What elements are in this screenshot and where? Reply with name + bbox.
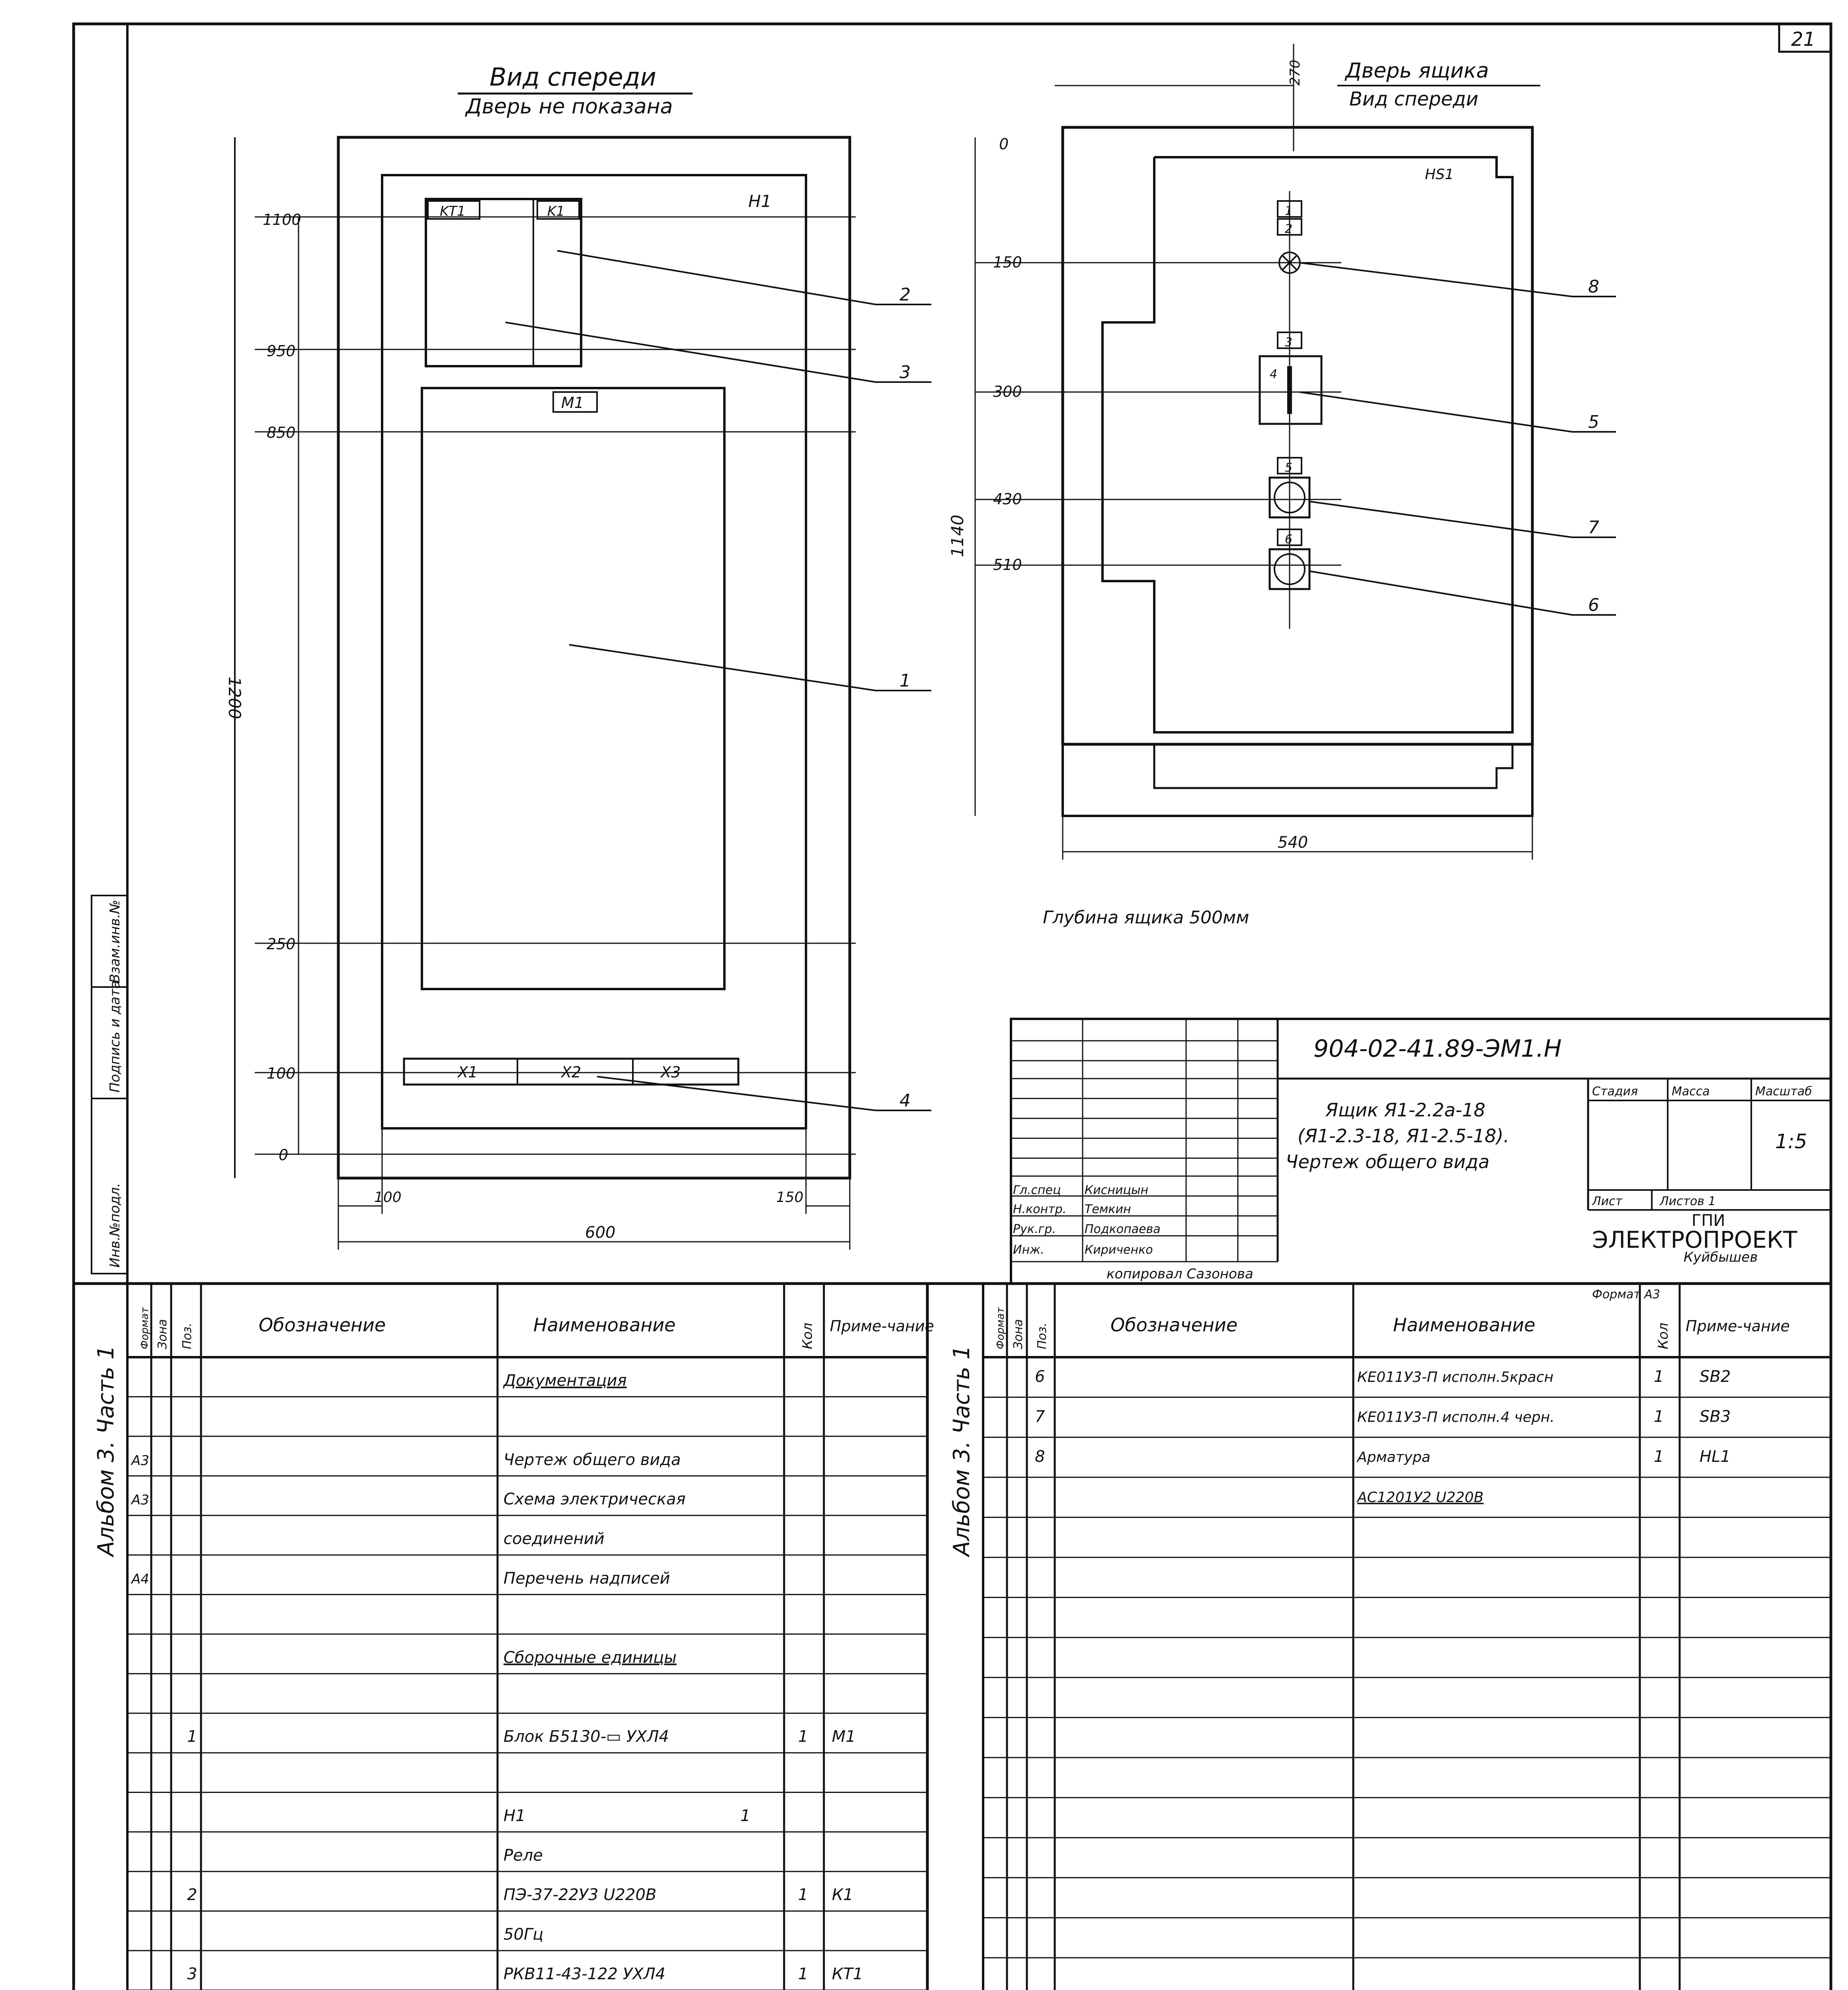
- tb-top-scale: 1:5: [1775, 1130, 1807, 1153]
- label-k1: K1: [547, 203, 565, 219]
- spec-left-name: Реле: [503, 1846, 543, 1865]
- label-x1: X1: [458, 1063, 478, 1081]
- spec-left-name: 50Гц: [503, 1925, 544, 1944]
- sign-date-label: Подпись и дата: [107, 980, 123, 1093]
- tb-top-name-s3: Подкопаева: [1085, 1222, 1161, 1236]
- level-100: 100: [267, 1065, 296, 1082]
- door-item-5: 5: [1285, 461, 1293, 475]
- label-x2: X2: [561, 1063, 582, 1081]
- level-850: 850: [267, 424, 296, 441]
- door-item-4: 4: [1270, 367, 1278, 381]
- hdr-format-r: Формат: [995, 1307, 1007, 1349]
- door-level-0: 0: [999, 135, 1009, 153]
- tb-top-role-2: Н.контр.: [1013, 1202, 1067, 1216]
- tb-top-copied: копировал Сазонова: [1106, 1266, 1253, 1282]
- spec-right-name: КЕ011У3-П исполн.5красн: [1357, 1369, 1553, 1385]
- spec-left-name: ПЭ-37-22У3 U220В: [503, 1886, 657, 1904]
- door-callout-6: 6: [1588, 595, 1599, 615]
- label-kt1: KT1: [440, 203, 466, 219]
- hdr-qty: Кол: [800, 1323, 816, 1349]
- spec-right-name: КЕ011У3-П исполн.4 черн.: [1357, 1409, 1555, 1426]
- front-view-subtitle: Дверь не показана: [466, 95, 673, 119]
- spec-left-format: А3: [131, 1492, 149, 1508]
- tb-top-name-3: Чертеж общего вида: [1286, 1151, 1490, 1173]
- tb-top-name-2: (Я1-2.3-18, Я1-2.5-18).: [1298, 1125, 1509, 1147]
- spec-left-pos: 3: [187, 1965, 197, 1983]
- label-m1: M1: [561, 394, 584, 412]
- spec-left-pos: 1: [187, 1727, 197, 1746]
- spec-right-qty: 1: [1654, 1407, 1664, 1426]
- level-0: 0: [279, 1146, 289, 1164]
- door-level-150: 150: [993, 254, 1022, 271]
- level-1100: 1100: [263, 211, 301, 228]
- hdr-note: Приме-чание: [830, 1317, 934, 1335]
- inv-podl-label: Инв.№подл.: [107, 1183, 123, 1268]
- tb-top-org-2: ЭЛЕКТРОПРОЕКТ: [1592, 1226, 1797, 1253]
- tb-top-format: Формат А3: [1592, 1288, 1660, 1301]
- door-level-510: 510: [993, 556, 1022, 574]
- door-callout-7: 7: [1588, 517, 1599, 538]
- tb-top-sheets: Листов 1: [1660, 1194, 1716, 1208]
- hdr-designation-r: Обозначение: [1110, 1314, 1238, 1336]
- door-item-2: 2: [1285, 222, 1293, 236]
- depth-note: Глубина ящика 500мм: [1043, 907, 1249, 928]
- dim-height-1200: 1200: [225, 677, 244, 719]
- tb-top-name-1: Ящик Я1-2.2а-18: [1325, 1099, 1485, 1121]
- hdr-zone: Зона: [156, 1319, 170, 1349]
- dim-left-100: 100: [374, 1189, 402, 1206]
- spec-left-qty: 1: [798, 1727, 808, 1746]
- tb-top-org-1: ГПИ: [1692, 1212, 1725, 1230]
- tb-top-sheet: Лист: [1592, 1194, 1623, 1208]
- door-item-1: 1: [1285, 204, 1293, 218]
- spec-right-name: Арматура: [1357, 1449, 1430, 1466]
- spec-right-note: SB2: [1700, 1368, 1731, 1386]
- hdr-name: Наименование: [533, 1314, 676, 1336]
- spec-left-qty: 1: [798, 1965, 808, 1983]
- hdr-format: Формат: [139, 1307, 151, 1349]
- tb-top-name-s2: Темкин: [1085, 1202, 1131, 1216]
- tb-top-col-stage: Стадия: [1592, 1085, 1638, 1098]
- door-level-300: 300: [993, 383, 1022, 400]
- spec-left-note: М1: [832, 1727, 856, 1746]
- spec-left-name: Схема электрическая: [503, 1490, 686, 1509]
- spec-left-name: Блок Б5130-▭ УХЛ4: [503, 1727, 669, 1746]
- door-height-1140: 1140: [948, 515, 967, 557]
- spec-right-qty: 1: [1654, 1448, 1664, 1466]
- door-width-540: 540: [1278, 833, 1308, 852]
- spec-left-name: H1: [503, 1807, 526, 1825]
- tb-top-name-s1: Кисницын: [1085, 1183, 1149, 1197]
- hdr-qty-r: Кол: [1655, 1323, 1671, 1349]
- tb-top-col-mass: Масса: [1672, 1085, 1710, 1098]
- tb-top-org-3: Куйбышев: [1684, 1249, 1758, 1265]
- spec-left-format: А3: [131, 1452, 149, 1469]
- spec-right-note: SB3: [1700, 1407, 1731, 1426]
- tb-top-col-scale: Масштаб: [1755, 1085, 1812, 1098]
- tb-top-role-4: Инж.: [1013, 1243, 1044, 1257]
- tb-top-name-s4: Кириченко: [1085, 1243, 1153, 1257]
- door-view-title: Дверь ящика: [1345, 59, 1489, 83]
- spec-left-name: Перечень надписей: [503, 1569, 670, 1588]
- door-item-6: 6: [1285, 533, 1293, 546]
- door-callout-5: 5: [1588, 412, 1599, 432]
- hdr-zone-r: Зона: [1011, 1319, 1025, 1349]
- spec-right-pos: 6: [1035, 1368, 1045, 1386]
- spec-right-qty: 1: [1654, 1368, 1664, 1386]
- callout-2: 2: [900, 285, 911, 305]
- spec-right-name: АС1201У2 U220В: [1357, 1489, 1484, 1506]
- door-callout-8: 8: [1588, 277, 1599, 297]
- callout-3: 3: [900, 362, 911, 382]
- hdr-pos: Поз.: [180, 1323, 194, 1349]
- hdr-note-r: Приме-чание: [1686, 1317, 1790, 1335]
- tb-top-code: 904-02-41.89-ЭМ1.Н: [1313, 1035, 1562, 1063]
- spec-right-pos: 7: [1035, 1407, 1045, 1426]
- label-h1: H1: [748, 191, 772, 211]
- album-label-left: Альбом 3. Часть 1: [93, 1345, 119, 1556]
- tb-top-role-1: Гл.спец: [1013, 1183, 1061, 1197]
- callout-1: 1: [900, 671, 911, 691]
- door-view-subtitle: Вид спереди: [1349, 88, 1479, 110]
- dim-width-600: 600: [585, 1223, 616, 1242]
- door-level-430: 430: [993, 490, 1022, 508]
- hdr-pos-r: Поз.: [1035, 1323, 1049, 1349]
- level-950: 950: [267, 342, 296, 360]
- spec-right-pos: 8: [1035, 1448, 1045, 1466]
- label-x3: X3: [661, 1063, 681, 1081]
- door-label-hs1: HS1: [1425, 166, 1454, 183]
- hdr-designation: Обозначение: [259, 1314, 386, 1336]
- spec-left-name: Документация: [503, 1372, 627, 1390]
- sheet-number: 21: [1791, 28, 1816, 51]
- level-250: 250: [267, 935, 296, 953]
- spec-left-qty: 1: [798, 1886, 808, 1904]
- spec-right-note: HL1: [1700, 1448, 1731, 1466]
- hdr-name-r: Наименование: [1393, 1314, 1536, 1336]
- spec-left-format: А4: [131, 1571, 149, 1587]
- spec-left-name: Сборочные единицы: [503, 1648, 677, 1667]
- dim-right-150: 150: [776, 1189, 804, 1206]
- callout-4: 4: [900, 1091, 911, 1111]
- spec-left-name: Чертеж общего вида: [503, 1450, 681, 1469]
- spec-left-name: соединений: [503, 1530, 605, 1548]
- vzam-inv-label: Взам.инв.№: [107, 899, 123, 983]
- album-label-right: Альбом 3. Часть 1: [949, 1345, 975, 1556]
- spec-left-pos: 2: [187, 1886, 197, 1904]
- front-view-title: Вид спереди: [490, 62, 656, 92]
- spec-left-qty: 1: [740, 1807, 751, 1825]
- door-item-3: 3: [1285, 336, 1293, 349]
- door-top-dim: 270: [1287, 60, 1303, 86]
- spec-left-name: РКВ11-43-122 УХЛ4: [503, 1965, 665, 1983]
- spec-left-note: КТ1: [832, 1965, 863, 1983]
- spec-left-note: К1: [832, 1886, 853, 1904]
- tb-top-role-3: Рук.гр.: [1013, 1222, 1056, 1236]
